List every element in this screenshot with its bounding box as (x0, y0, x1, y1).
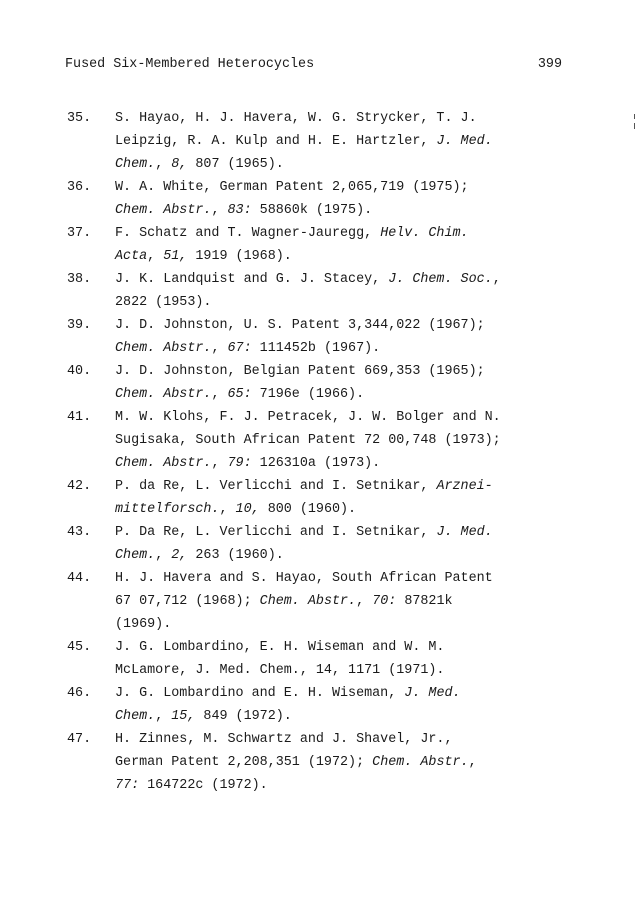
citation-text: J. K. Landquist and G. J. Stacey, (115, 272, 389, 287)
reference-item (67, 567, 567, 636)
citation-italic-text: Chem. Abstr. (115, 203, 212, 218)
citation-text: J. G. Lombardino and E. H. Wiseman, (115, 686, 405, 701)
reference-line (115, 337, 567, 360)
reference-line (115, 245, 567, 268)
citation-text: 164722c (1972). (139, 778, 268, 793)
reference-line (115, 314, 567, 337)
citation-italic-text: Chem. (115, 157, 156, 172)
citation-italic-text: 67: (227, 341, 252, 356)
citation-italic-text: Chem. Abstr. (259, 594, 357, 609)
citation-italic-text: J. Med. (436, 134, 493, 149)
reference-line (115, 567, 567, 590)
reference-line (115, 475, 567, 498)
citation-text: W. A. White, German Patent 2,065,719 (1975); (115, 180, 469, 195)
citation-text: 7196e (1966). (251, 387, 365, 402)
citation-text: , (211, 203, 228, 218)
reference-number: 42. (67, 479, 92, 494)
reference-item (67, 107, 567, 176)
citation-text: 87821k (396, 594, 453, 609)
reference-line (115, 774, 567, 797)
reference-line (115, 613, 567, 636)
reference-line (115, 406, 567, 429)
citation-italic-text: Chem. (115, 548, 156, 563)
citation-text: P. da Re, L. Verlicchi and I. Setnikar, (115, 479, 437, 494)
reference-line (115, 291, 567, 314)
citation-italic-text: 15, (171, 709, 196, 724)
citation-italic-text: 10, (235, 502, 260, 517)
reference-line (115, 153, 567, 176)
reference-item (67, 636, 567, 682)
citation-italic-text: Chem. Abstr. (115, 456, 212, 471)
citation-italic-text: 77: (115, 778, 140, 793)
citation-text: J. D. Johnston, U. S. Patent 3,344,022 (1967); (115, 318, 485, 333)
reference-line (115, 199, 567, 222)
citation-text: 67 07,712 (1968); (115, 594, 260, 609)
reference-number: 44. (67, 571, 92, 586)
reference-line (115, 176, 567, 199)
citation-text: , (211, 387, 228, 402)
reference-item (67, 268, 567, 314)
citation-text: P. Da Re, L. Verlicchi and I. Setnikar, (115, 525, 437, 540)
reference-number: 35. (67, 111, 92, 126)
citation-italic-text: mittelforsch. (115, 502, 220, 517)
reference-item (67, 314, 567, 360)
citation-text: , (155, 709, 172, 724)
citation-text: Sugisaka, South African Patent 72 00,748 (1973); (115, 433, 501, 448)
citation-italic-text: 70: (372, 594, 397, 609)
reference-item (67, 222, 567, 268)
citation-italic-text: Acta (115, 249, 148, 264)
citation-text: S. Hayao, H. J. Havera, W. G. Strycker, T. J. (115, 111, 477, 126)
citation-text: 111452b (1967). (251, 341, 381, 356)
reference-item (67, 360, 567, 406)
citation-text: , (492, 272, 501, 287)
reference-line (115, 268, 567, 291)
citation-text: 1919 (1968). (187, 249, 292, 264)
reference-item (67, 728, 567, 797)
citation-italic-text: Chem. (115, 709, 156, 724)
reference-number: 43. (67, 525, 92, 540)
citation-text: 263 (1960). (187, 548, 284, 563)
citation-text: McLamore, J. Med. Chem., 14, 1171 (1971). (115, 663, 445, 678)
citation-italic-text: 51, (163, 249, 188, 264)
citation-italic-text: Chem. Abstr. (115, 341, 212, 356)
reference-line (115, 452, 567, 475)
citation-text: 849 (1972). (195, 709, 292, 724)
citation-italic-text: Chem. Abstr. (115, 387, 212, 402)
running-title: Fused Six-Membered Heterocycles (65, 57, 315, 72)
reference-line (115, 429, 567, 452)
citation-italic-text: J. Med. (436, 525, 493, 540)
citation-italic-text: J. Med. (404, 686, 461, 701)
page-number: 399 (537, 57, 562, 72)
reference-number: 45. (67, 640, 92, 655)
citation-text: M. W. Klohs, F. J. Petracek, J. W. Bolger and N. (115, 410, 501, 425)
reference-number: 47. (67, 732, 92, 747)
reference-line (115, 751, 567, 774)
reference-line (115, 107, 567, 130)
citation-text: 807 (1965). (187, 157, 284, 172)
citation-text: 58860k (1975). (251, 203, 373, 218)
citation-italic-text: 83: (227, 203, 252, 218)
reference-line (115, 636, 567, 659)
citation-text: , (211, 341, 228, 356)
edge-mark (634, 123, 635, 129)
citation-text: , (155, 548, 172, 563)
citation-text: , (155, 157, 172, 172)
reference-item (67, 475, 567, 521)
reference-item (67, 176, 567, 222)
reference-number: 40. (67, 364, 92, 379)
citation-italic-text: J. Chem. Soc. (388, 272, 493, 287)
reference-number: 36. (67, 180, 92, 195)
citation-text: Leipzig, R. A. Kulp and H. E. Hartzler, (115, 134, 437, 149)
reference-line (115, 728, 567, 751)
citation-text: , (219, 502, 236, 517)
reference-line (115, 360, 567, 383)
citation-text: 126310a (1973). (251, 456, 381, 471)
running-head (65, 57, 562, 75)
reference-line (115, 544, 567, 567)
citation-italic-text: Helv. Chim. (380, 226, 469, 241)
citation-text: J. D. Johnston, Belgian Patent 669,353 (1965); (115, 364, 485, 379)
reference-line (115, 705, 567, 728)
edge-mark (634, 114, 635, 119)
reference-number: 46. (67, 686, 92, 701)
reference-line (115, 521, 567, 544)
reference-line (115, 222, 567, 245)
reference-number: 39. (67, 318, 92, 333)
reference-line (115, 383, 567, 406)
citation-italic-text: 79: (227, 456, 252, 471)
reference-list (67, 107, 567, 797)
citation-italic-text: Arznei- (436, 479, 493, 494)
citation-text: J. G. Lombardino, E. H. Wiseman and W. M. (115, 640, 445, 655)
reference-line (115, 682, 567, 705)
reference-number: 38. (67, 272, 92, 287)
citation-text: H. Zinnes, M. Schwartz and J. Shavel, Jr., (115, 732, 453, 747)
reference-line (115, 130, 567, 153)
reference-line (115, 498, 567, 521)
citation-text: , (147, 249, 164, 264)
citation-text: (1969). (115, 617, 172, 632)
citation-italic-text: Chem. Abstr. (372, 755, 469, 770)
reference-number: 41. (67, 410, 92, 425)
citation-text: , (468, 755, 477, 770)
citation-italic-text: 8, (171, 157, 188, 172)
citation-italic-text: 65: (227, 387, 252, 402)
reference-item (67, 521, 567, 567)
citation-text: , (211, 456, 228, 471)
reference-item (67, 406, 567, 475)
reference-line (115, 590, 567, 613)
citation-text: , (356, 594, 373, 609)
citation-text: H. J. Havera and S. Hayao, South African Patent (115, 571, 493, 586)
citation-italic-text: 2, (171, 548, 188, 563)
citation-text: 800 (1960). (259, 502, 357, 517)
citation-text: German Patent 2,208,351 (1972); (115, 755, 373, 770)
reference-line (115, 659, 567, 682)
citation-text: 2822 (1953). (115, 295, 212, 310)
reference-number: 37. (67, 226, 92, 241)
reference-item (67, 682, 567, 728)
citation-text: F. Schatz and T. Wagner-Jauregg, (115, 226, 381, 241)
